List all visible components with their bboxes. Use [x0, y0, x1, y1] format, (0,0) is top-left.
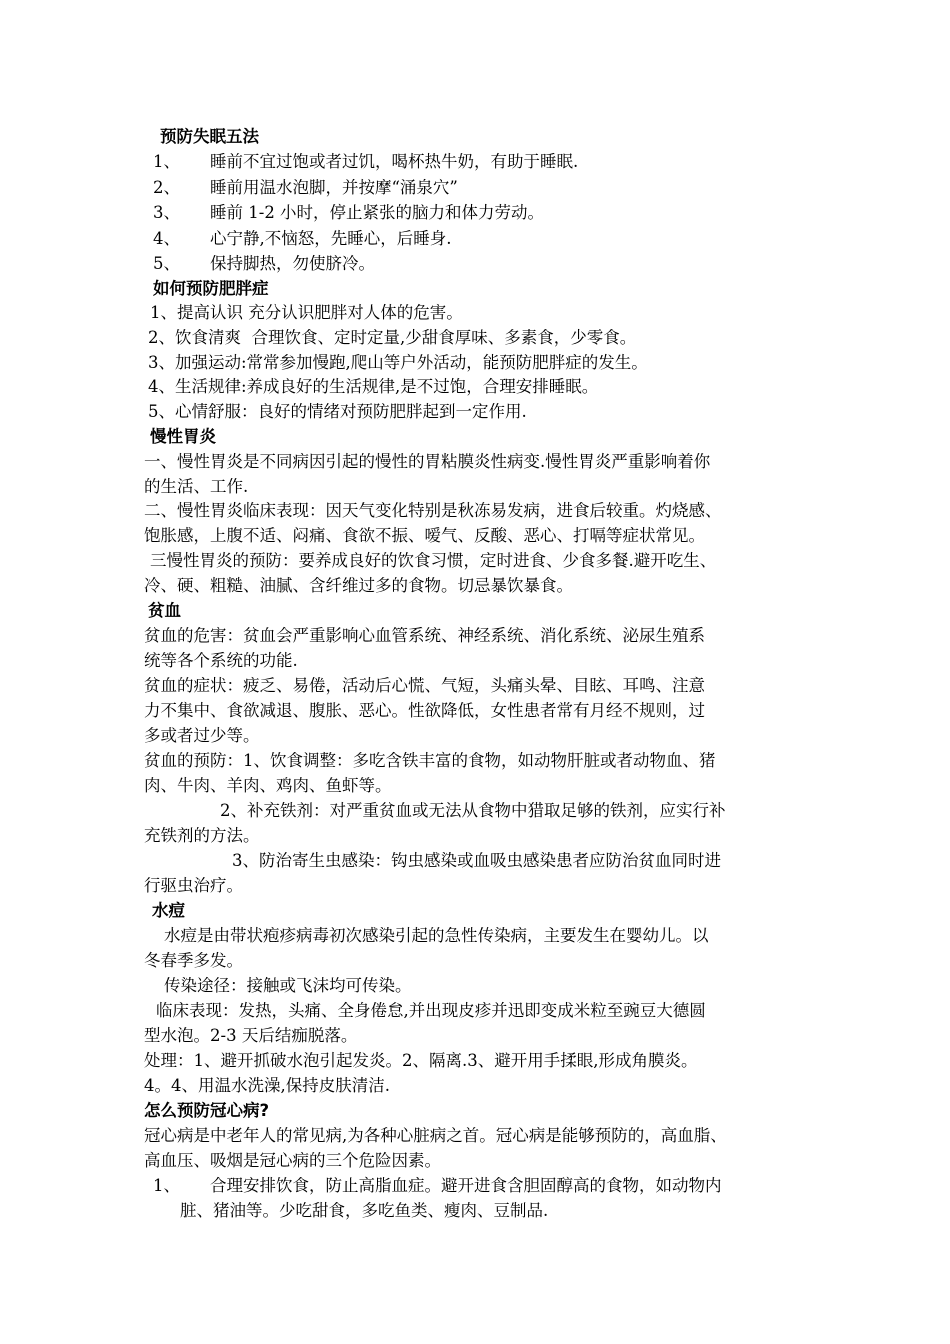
list-number: 5、 [153, 254, 180, 273]
paragraph-line: 多或者过少等。 [144, 726, 260, 745]
list-number: 1、 [153, 152, 180, 171]
paragraph-line: 3、防治寄生虫感染：钩虫感染或血吸虫感染患者应防治贫血同时进 [232, 851, 721, 870]
paragraph-line: 2、补充铁剂：对严重贫血或无法从食物中猎取足够的铁剂，应实行补 [220, 801, 726, 820]
list-item: 合理安排饮食，防止高脂血症。避开进食含胆固醇高的食物，如动物内 [210, 1176, 722, 1195]
section-title-anemia: 贫血 [148, 601, 181, 620]
paragraph-line: 4。4、用温水洗澡,保持皮肤清洁. [144, 1076, 390, 1095]
paragraph-line: 三慢性胃炎的预防：要养成良好的饮食习惯，定时进食、少食多餐.避开吃生、 [150, 551, 717, 570]
list-item: 心宁静,不恼怒，先睡心，后睡身. [210, 229, 452, 248]
paragraph-line: 力不集中、食欲减退、腹胀、恶心。性欲降低，女性患者常有月经不规则，过 [144, 701, 705, 720]
paragraph-line: 饱胀感，上腹不适、闷痛、食欲不振、嗳气、反酸、恶心、打嗝等症状常见。 [144, 526, 705, 545]
paragraph-line: 型水泡。2-3 天后结痂脱落。 [144, 1026, 358, 1045]
paragraph-line: 高血压、吸烟是冠心病的三个危险因素。 [144, 1151, 441, 1170]
paragraph-line: 冠心病是中老年人的常见病,为各种心脏病之首。冠心病是能够预防的，高血脂、 [144, 1126, 727, 1145]
list-number: 1、 [153, 1176, 180, 1195]
paragraph-line: 处理：1、避开抓破水泡引起发炎。2、隔离.3、避开用手揉眼,形成角膜炎。 [144, 1051, 698, 1070]
paragraph-line: 充铁剂的方法。 [144, 826, 260, 845]
paragraph-line: 贫血的症状：疲乏、易倦，活动后心慌、气短，头痛头晕、目眩、耳鸣、注意 [144, 676, 705, 695]
section-title-gastritis: 慢性胃炎 [150, 427, 216, 446]
paragraph-line: 3、加强运动:常常参加慢跑,爬山等户外活动，能预防肥胖症的发生。 [148, 353, 648, 372]
paragraph-line: 肉、牛肉、羊肉、鸡肉、鱼虾等。 [144, 776, 392, 795]
paragraph-line: 二、慢性胃炎临床表现：因天气变化特别是秋冻易发病，进食后较重。灼烧感、 [144, 501, 722, 520]
paragraph-line: 临床表现：发热，头痛、全身倦怠,并出现皮疹并迅即变成米粒至豌豆大德圆 [156, 1001, 706, 1020]
list-number: 3、 [153, 203, 180, 222]
paragraph-line: 行驱虫治疗。 [144, 876, 243, 895]
paragraph-line: 统等各个系统的功能. [144, 651, 298, 670]
list-item: 脏、猪油等。少吃甜食，多吃鱼类、瘦肉、豆制品. [180, 1201, 549, 1220]
paragraph-line: 冷、硬、粗糙、油腻、含纤维过多的食物。切忌暴饮暴食。 [144, 576, 573, 595]
paragraph-line: 的生活、工作. [144, 477, 249, 496]
paragraph-line: 一、慢性胃炎是不同病因引起的慢性的胃粘膜炎性病变.慢性胃炎严重影响着你 [144, 452, 711, 471]
paragraph-line: 冬春季多发。 [144, 951, 243, 970]
section-title-chickenpox: 水痘 [152, 901, 185, 920]
list-item: 睡前 1-2 小时，停止紧张的脑力和体力劳动。 [210, 203, 545, 222]
section-title-coronary: 怎么预防冠心病? [144, 1101, 270, 1120]
paragraph-line: 贫血的预防：1、饮食调整：多吃含铁丰富的食物，如动物肝脏或者动物血、猪 [144, 751, 716, 770]
list-item: 睡前不宜过饱或者过饥，喝杯热牛奶，有助于睡眠. [210, 152, 579, 171]
section-title-insomnia: 预防失眠五法 [160, 127, 259, 146]
paragraph-line: 2、饮食清爽 合理饮食、定时定量,少甜食厚味、多素食，少零食。 [148, 328, 637, 347]
paragraph-line: 1、提高认识 充分认识肥胖对人体的危害。 [150, 303, 463, 322]
paragraph-line: 贫血的危害：贫血会严重影响心血管系统、神经系统、消化系统、泌尿生殖系 [144, 626, 705, 645]
list-item: 睡前用温水泡脚，并按摩“涌泉穴” [210, 178, 458, 197]
list-number: 2、 [153, 178, 180, 197]
paragraph-line: 5、心情舒服：良好的情绪对预防肥胖起到一定作用. [148, 402, 527, 421]
list-number: 4、 [153, 229, 180, 248]
list-item: 保持脚热，勿使脐冷。 [210, 254, 375, 273]
paragraph-line: 传染途径：接触或飞沫均可传染。 [164, 976, 412, 995]
paragraph-line: 4、生活规律:养成良好的生活规律,是不过饱，合理安排睡眠。 [148, 377, 599, 396]
paragraph-line: 水痘是由带状疱疹病毒初次感染引起的急性传染病，主要发生在婴幼儿。以 [164, 926, 709, 945]
section-title-obesity: 如何预防肥胖症 [153, 279, 269, 298]
